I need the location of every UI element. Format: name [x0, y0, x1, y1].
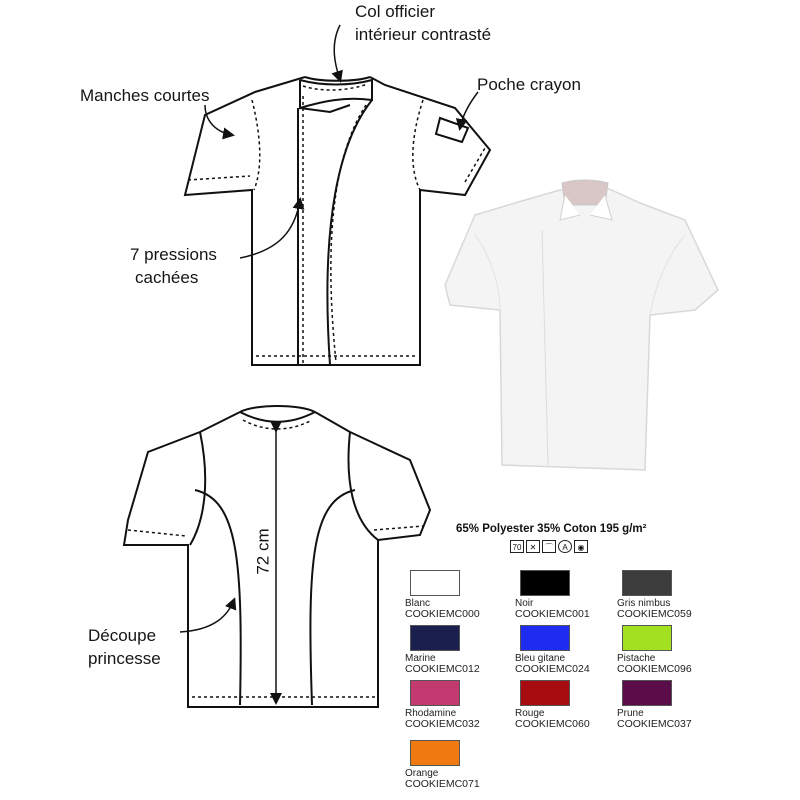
swatch-code: COOKIEMC012	[405, 663, 480, 675]
swatch-box	[622, 680, 672, 706]
swatch-name: Rhodamine	[405, 708, 457, 719]
sleeves-label: Manches courtes	[80, 86, 210, 105]
collar-label-line1: Col officier	[355, 2, 435, 21]
color-swatch	[617, 570, 692, 620]
swatch-name: Blanc	[405, 598, 431, 609]
princess-cut-annotation	[88, 624, 161, 670]
iron-icon: ⌒	[542, 540, 556, 553]
swatch-box	[410, 740, 460, 766]
swatch-box	[622, 570, 672, 596]
swatch-code: COOKIEMC059	[617, 608, 692, 620]
product-photo	[440, 175, 725, 475]
no-bleach-icon: ✕	[526, 540, 540, 553]
pencil-pocket-label: Poche crayon	[477, 75, 581, 94]
collar-label-line2: intérieur contrasté	[355, 25, 492, 44]
swatch-code: COOKIEMC024	[515, 663, 590, 675]
color-swatch	[405, 680, 480, 730]
swatch-name: Gris nimbus	[617, 598, 671, 609]
tumble-dry-icon: ◉	[574, 540, 588, 553]
color-swatch	[617, 680, 692, 730]
swatch-code: COOKIEMC071	[405, 778, 480, 790]
snaps-label-line1: 7 pressions	[130, 245, 217, 264]
swatch-box	[520, 680, 570, 706]
swatch-code: COOKIEMC096	[617, 663, 692, 675]
princess-cut-label-line2: princesse	[88, 649, 161, 668]
swatch-box	[520, 570, 570, 596]
dry-clean-a-icon: A	[558, 540, 572, 553]
swatch-name: Marine	[405, 653, 436, 664]
swatch-code: COOKIEMC000	[405, 608, 480, 620]
princess-cut-label-line1: Découpe	[88, 626, 157, 645]
snaps-label-line2: cachées	[135, 268, 199, 287]
color-swatch	[405, 570, 480, 620]
swatch-code: COOKIEMC037	[617, 718, 692, 730]
color-swatch	[515, 680, 590, 730]
swatch-name: Prune	[617, 708, 644, 719]
swatch-name: Pistache	[617, 653, 656, 664]
swatch-name: Rouge	[515, 708, 545, 719]
color-swatch	[405, 625, 480, 675]
swatch-box	[410, 680, 460, 706]
swatch-box	[520, 625, 570, 651]
swatch-code: COOKIEMC032	[405, 718, 480, 730]
swatch-name: Orange	[405, 768, 439, 779]
collar-annotation	[355, 0, 491, 46]
swatch-code: COOKIEMC001	[515, 608, 590, 620]
back-jacket-drawing	[124, 406, 430, 707]
color-swatch	[515, 570, 590, 620]
length-label: 72 cm	[253, 528, 273, 575]
snaps-annotation	[130, 243, 217, 289]
fabric-composition: 65% Polyester 35% Coton 195 g/m²	[456, 523, 647, 535]
care-symbols	[510, 540, 588, 553]
color-swatch	[515, 625, 590, 675]
swatch-code: COOKIEMC060	[515, 718, 590, 730]
swatch-box	[410, 625, 460, 651]
color-swatch	[617, 625, 692, 675]
swatch-name: Bleu gitane	[515, 653, 566, 664]
swatch-box	[622, 625, 672, 651]
wash-70-icon: 70	[510, 540, 524, 553]
color-swatch	[405, 740, 480, 790]
swatch-name: Noir	[515, 598, 534, 609]
swatch-box	[410, 570, 460, 596]
